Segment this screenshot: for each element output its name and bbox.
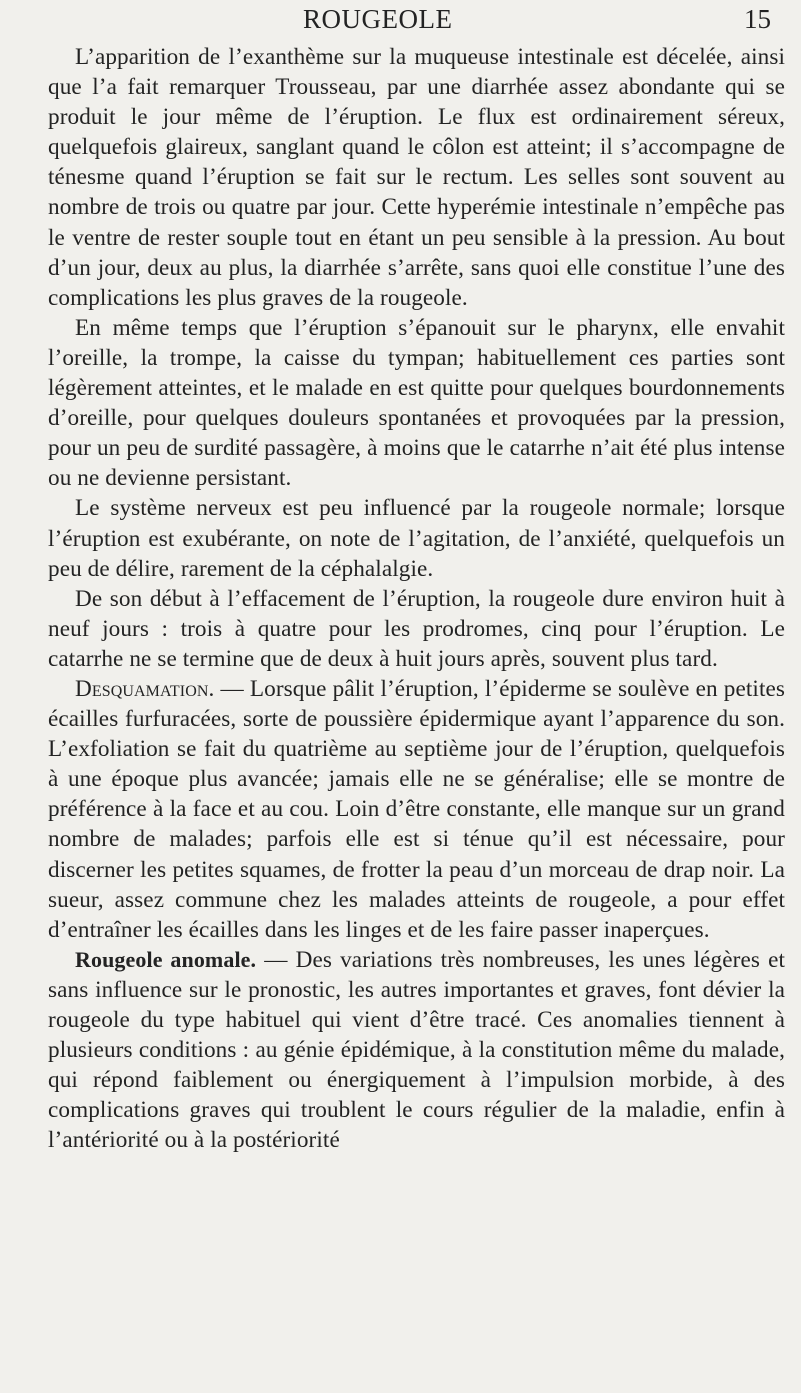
section-heading-desquamation: Desquamation. xyxy=(75,675,215,702)
running-header xyxy=(0,2,801,38)
section-heading-anomalous-measles: Rougeole anomale. xyxy=(75,946,257,972)
running-title: ROUGEOLE xyxy=(303,4,453,34)
paragraph-desquamation-text: — Lorsque pâlit l’éruption, l’épiderme se soulève en petites écailles furfuracées, sorte de poussière épidermique ayant l’apparence du son. L’exfoliation se fait du quatrième au septième jour de l’éruption, quelquefois à une époque plus avancée; jamais elle ne se généralise; elle se montre de préférence à la face et au cou. Loin d’être constante, elle manque sur un grand nombre de malades; parfois elle est si ténue qu’il est nécessaire, pour discerner les petites squames, de frotter la peau d’un morceau de drap noir. La sueur, assez commune chez les malades atteints de rougeole, a pour effet d’entraîner les écailles dans les linges et de les faire passer inaperçues. xyxy=(48,675,785,943)
page-number: 15 xyxy=(744,4,771,34)
body-text xyxy=(48,42,785,1155)
paragraph-anomalous-measles xyxy=(48,945,785,1156)
paragraph-desquamation xyxy=(48,674,785,945)
paragraph-ear-involvement: En même temps que l’éruption s’épanouit sur le pharynx, elle envahit l’oreille, la trompe, la caisse du tympan; habituellement ces parties sont légèrement atteintes, et le malade en est quitte pour quelques bourdonnements d’oreille, pour quelques douleurs spontanées et provoquées par la pression, pour un peu de surdité passagère, à moins que le catarrhe n’ait été plus intense ou ne devienne persistant. xyxy=(48,314,785,492)
paragraph-anomalous-measles-text: — Des variations très nombreuses, les unes légères et sans influence sur le pronostic, les autres importantes et graves, font dévier la rougeole du type habituel qui vient d’être tracé. Ces anomalies tiennent à plusieurs conditions : au génie épidémique, à la constitution même du malade, qui répond faiblement ou énergiquement à l’impulsion morbide, à des complications graves qui troublent le cours régulier de la maladie, enfin à l’antériorité ou à la postériorité xyxy=(48,946,785,1154)
paragraph-nervous-system: Le système nerveux est peu influencé par la rougeole normale; lorsque l’éruption est exubérante, on note de l’agitation, de l’anxiété, quelquefois un peu de délire, rarement de la céphalalgie. xyxy=(48,495,785,582)
paragraph-duration: De son début à l’effacement de l’éruption, la rougeole dure environ huit à neuf jours : trois à quatre pour les prodromes, cinq pour l’éruption. Le catarrhe ne se termine que de deux à huit jours après, souvent plus tard. xyxy=(48,585,785,672)
paragraph-intestinal-exanthem: L’apparition de l’exanthème sur la muqueuse intestinale est décelée, ainsi que l’a fait remarquer Trousseau, par une diarrhée assez abondante qui se produit le jour même de l’éruption. Le flux est ordinairement séreux, quelquefois glaireux, sanglant quand le côlon est atteint; il s’accompagne de ténesme quand l’éruption se fait sur le rectum. Les selles sont souvent au nombre de trois ou quatre par jour. Cette hyperémie intestinale n’empêche pas le ventre de rester souple tout en étant un peu sensible à la pression. Au bout d’un jour, deux au plus, la diarrhée s’arrête, sans quoi elle constitue l’une des complications les plus graves de la rougeole. xyxy=(48,44,785,311)
